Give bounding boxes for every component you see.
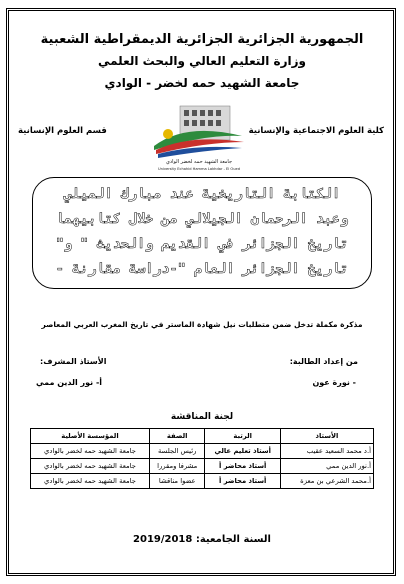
- member-name: أ.نور الدين ممي: [280, 459, 373, 474]
- faculty-label: كلية العلوم الاجتماعية والإنسانية: [248, 126, 384, 136]
- memo-statement: مذكرة مكملة تدخل ضمن متطلبات نيل شهادة الماستر في تاريخ المغرب العربي المعاصر: [41, 320, 363, 329]
- department-label: قسم العلوم الإنسانية: [18, 126, 107, 136]
- member-rank: أستاذ محاضر أ: [205, 459, 280, 474]
- university-header: جامعة الشهيد حمه لخضر - الوادي: [104, 76, 300, 90]
- member-institution: جامعة الشهيد حمه لخضر بالوادي: [31, 459, 150, 474]
- member-name: أ.محمد الشرعي بن معزة: [280, 474, 373, 489]
- title-line: تاريخ الجزائر العام "-دراسة مقارنة -: [55, 261, 349, 277]
- academic-year: السنة الجامعية: 2019/2018: [133, 534, 271, 545]
- university-logo: [146, 100, 252, 172]
- thesis-title-box: [32, 177, 372, 289]
- supervisor-label: الأستاذ المشرف:: [40, 357, 107, 366]
- committee-table: [30, 428, 374, 489]
- column-header: الصفة: [149, 429, 205, 444]
- member-role: رئيس الجلسة: [149, 444, 205, 459]
- column-header: المؤسسة الأصلية: [31, 429, 150, 444]
- member-institution: جامعة الشهيد حمه لخضر بالوادي: [31, 474, 150, 489]
- member-name: أ.د محمد السعيد عقيب: [280, 444, 373, 459]
- page-border: [6, 8, 396, 576]
- member-rank: أستاذ محاضر أ: [205, 474, 280, 489]
- ministry-header: وزارة التعليم العالي والبحث العلمي: [97, 54, 307, 68]
- prepared-by-label: من إعداد الطالبة:: [289, 357, 358, 366]
- student-name: - نورة عون: [312, 378, 356, 387]
- title-line: وعبد الرحمان الجيلالي من خلال كتابيهما: [55, 211, 349, 227]
- table-row: [31, 459, 374, 474]
- member-rank: أستاذ تعليم عالي: [205, 444, 280, 459]
- member-role: مشرفا ومقررا: [149, 459, 205, 474]
- column-header: الأستاذ: [280, 429, 373, 444]
- table-row: [31, 444, 374, 459]
- committee-title: لجنة المناقشة: [170, 412, 234, 422]
- svg-text:جامعة الشهيد حمه لخضر الوادي: جامعة الشهيد حمه لخضر الوادي: [165, 159, 233, 165]
- republic-header: الجمهورية الجزائرية الجزائرية الديمقراطية الشعبية: [40, 32, 364, 47]
- member-role: عضوا مناقشا: [149, 474, 205, 489]
- table-row: [31, 474, 374, 489]
- table-header-row: [31, 429, 374, 444]
- column-header: الرتبة: [205, 429, 280, 444]
- title-line: تاريخ الجزائر في القديم والحديث " و": [55, 236, 349, 252]
- svg-text:University Echahid Hamma Lakhd: University Echahid Hamma Lakhdar - El Oued: [157, 167, 241, 171]
- title-line: الكتابة التاريخية عند مبارك الميلي: [63, 186, 341, 202]
- supervisor-name: أ- نور الدين ممي: [36, 378, 103, 387]
- member-institution: جامعة الشهيد حمه لخضر بالوادي: [31, 444, 150, 459]
